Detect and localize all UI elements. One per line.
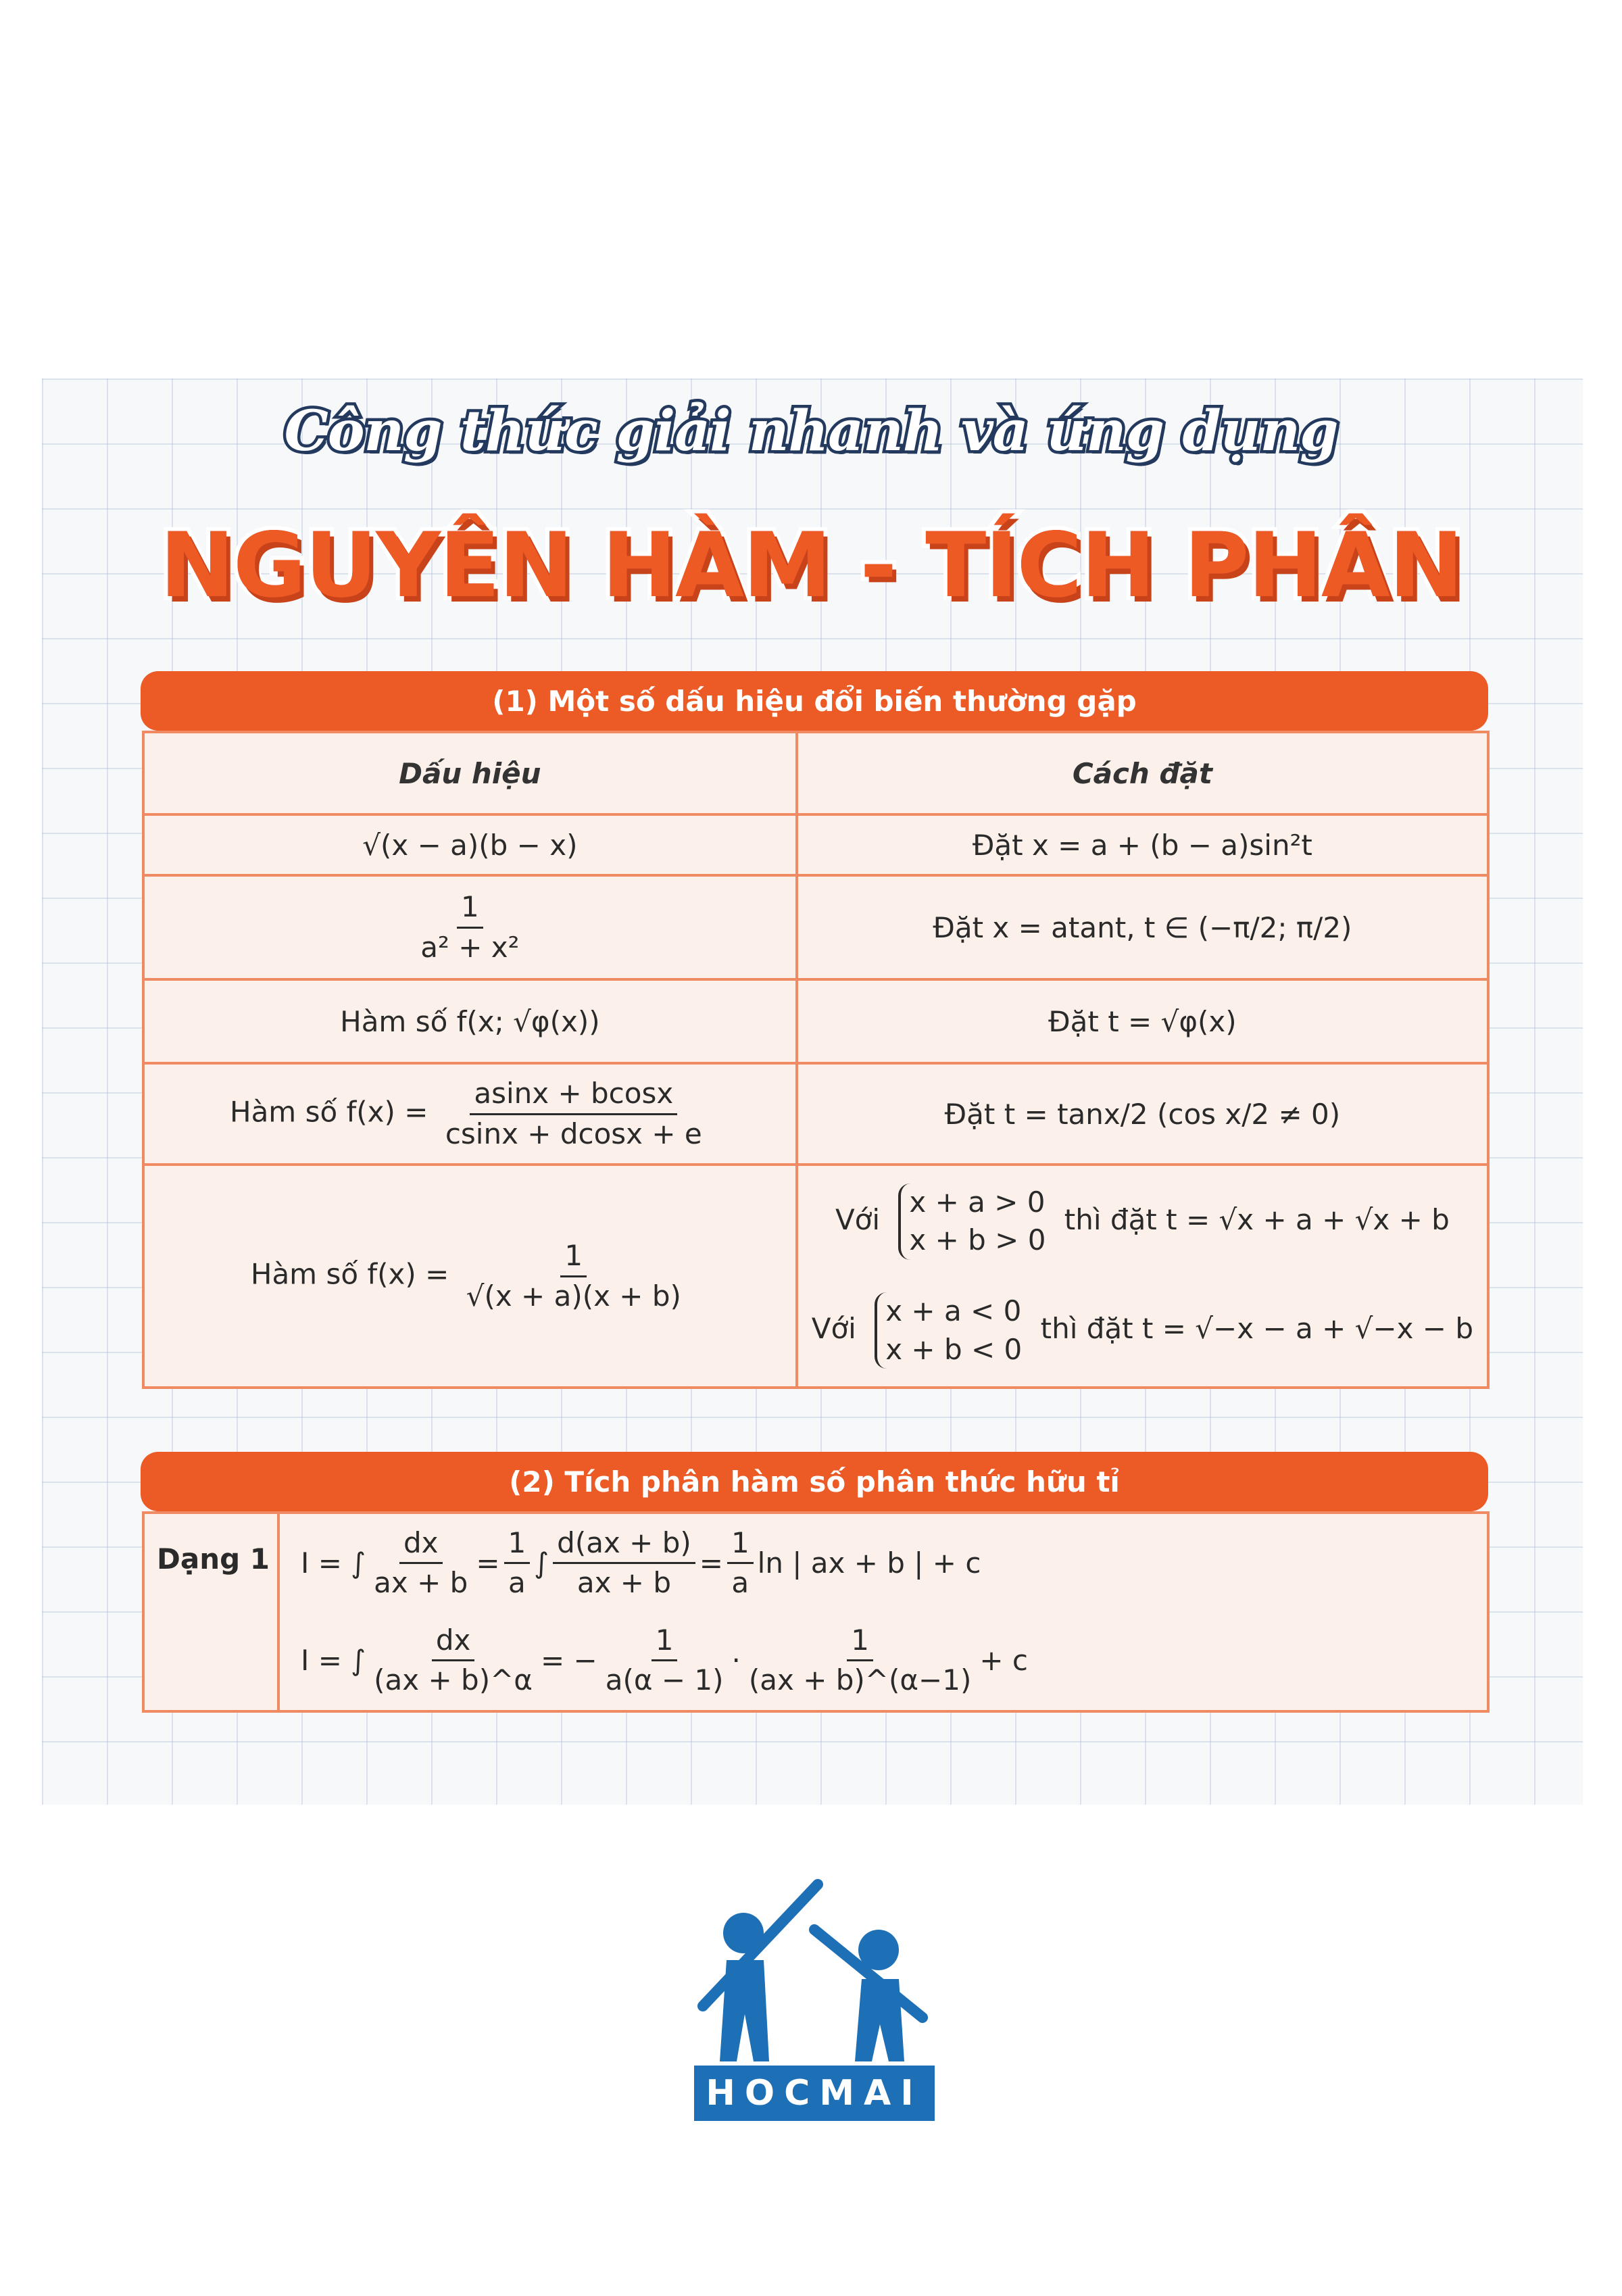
section2-header: (2) Tích phân hàm số phân thức hữu tỉ xyxy=(141,1452,1488,1511)
sign-cell: √(x − a)(b − x) xyxy=(143,814,797,875)
table-row xyxy=(143,979,1488,1063)
method-cell: Đặt x = atant, t ∈ (−π/2; π/2) xyxy=(797,875,1488,979)
form-label: Dạng 1 xyxy=(143,1513,278,1711)
substitution-table xyxy=(142,731,1490,1389)
formula-2: I = ∫ $\frac{dx}{(ax + b)\^{}\alpha}$ = − $\frac{1}{a(\alpha - 1)}$ · $\frac{1}{(ax + b)\^{}(\alpha-1)}$ + c xyxy=(301,1623,1028,1696)
col-header-sign: Dấu hiệu xyxy=(143,732,797,814)
method-cell: Với x + a > 0 x + b > 0 thì đặt t = √x + a + √x + b Với x + a < 0 x + b < 0 thì đặt t = √−x − a + √−x − b xyxy=(797,1165,1488,1388)
sign-cell: Hàm số f(x) = $\frac{asinx + bcosx}{csinx + dcosx + e}$ xyxy=(143,1063,797,1165)
page-title: NGUYÊN HÀM - TÍCH PHÂN xyxy=(159,514,1463,618)
sign-cell: Hàm số f(x; √φ(x)) xyxy=(143,979,797,1063)
method-cell: Đặt t = tanx/2 (cos x/2 ≠ 0) xyxy=(797,1063,1488,1165)
formula-1: I = ∫ $\frac{dx}{ax + b}$ = $\frac{1}{a}$ ∫ $\frac{d(ax + b)}{ax + b}$ = $\frac{1}{a}$ ln | ax + b | + c xyxy=(301,1526,981,1600)
sign-cell: $\frac{1}{\text{a² + x²}}$ xyxy=(143,875,797,979)
method-cell: Đặt t = √φ(x) xyxy=(797,979,1488,1063)
hocmai-logo-text: HOCMAI xyxy=(694,2066,935,2121)
table-row xyxy=(143,1063,1488,1165)
table-row xyxy=(143,1165,1488,1388)
table-row xyxy=(143,814,1488,875)
sign-cell: Hàm số f(x) = $\frac{1}{√(x + a)(x + b)}$ xyxy=(143,1165,797,1388)
table-row xyxy=(143,875,1488,979)
section1-header: (1) Một số dấu hiệu đổi biến thường gặp xyxy=(141,671,1488,731)
method-cell: Đặt x = a + (b − a)sin²t xyxy=(797,814,1488,875)
rational-integral-table xyxy=(142,1511,1490,1713)
col-header-method: Cách đặt xyxy=(797,732,1488,814)
page-subtitle: Công thức giải nhanh và ứng dụng xyxy=(284,399,1338,464)
formula-cell xyxy=(278,1513,1488,1711)
